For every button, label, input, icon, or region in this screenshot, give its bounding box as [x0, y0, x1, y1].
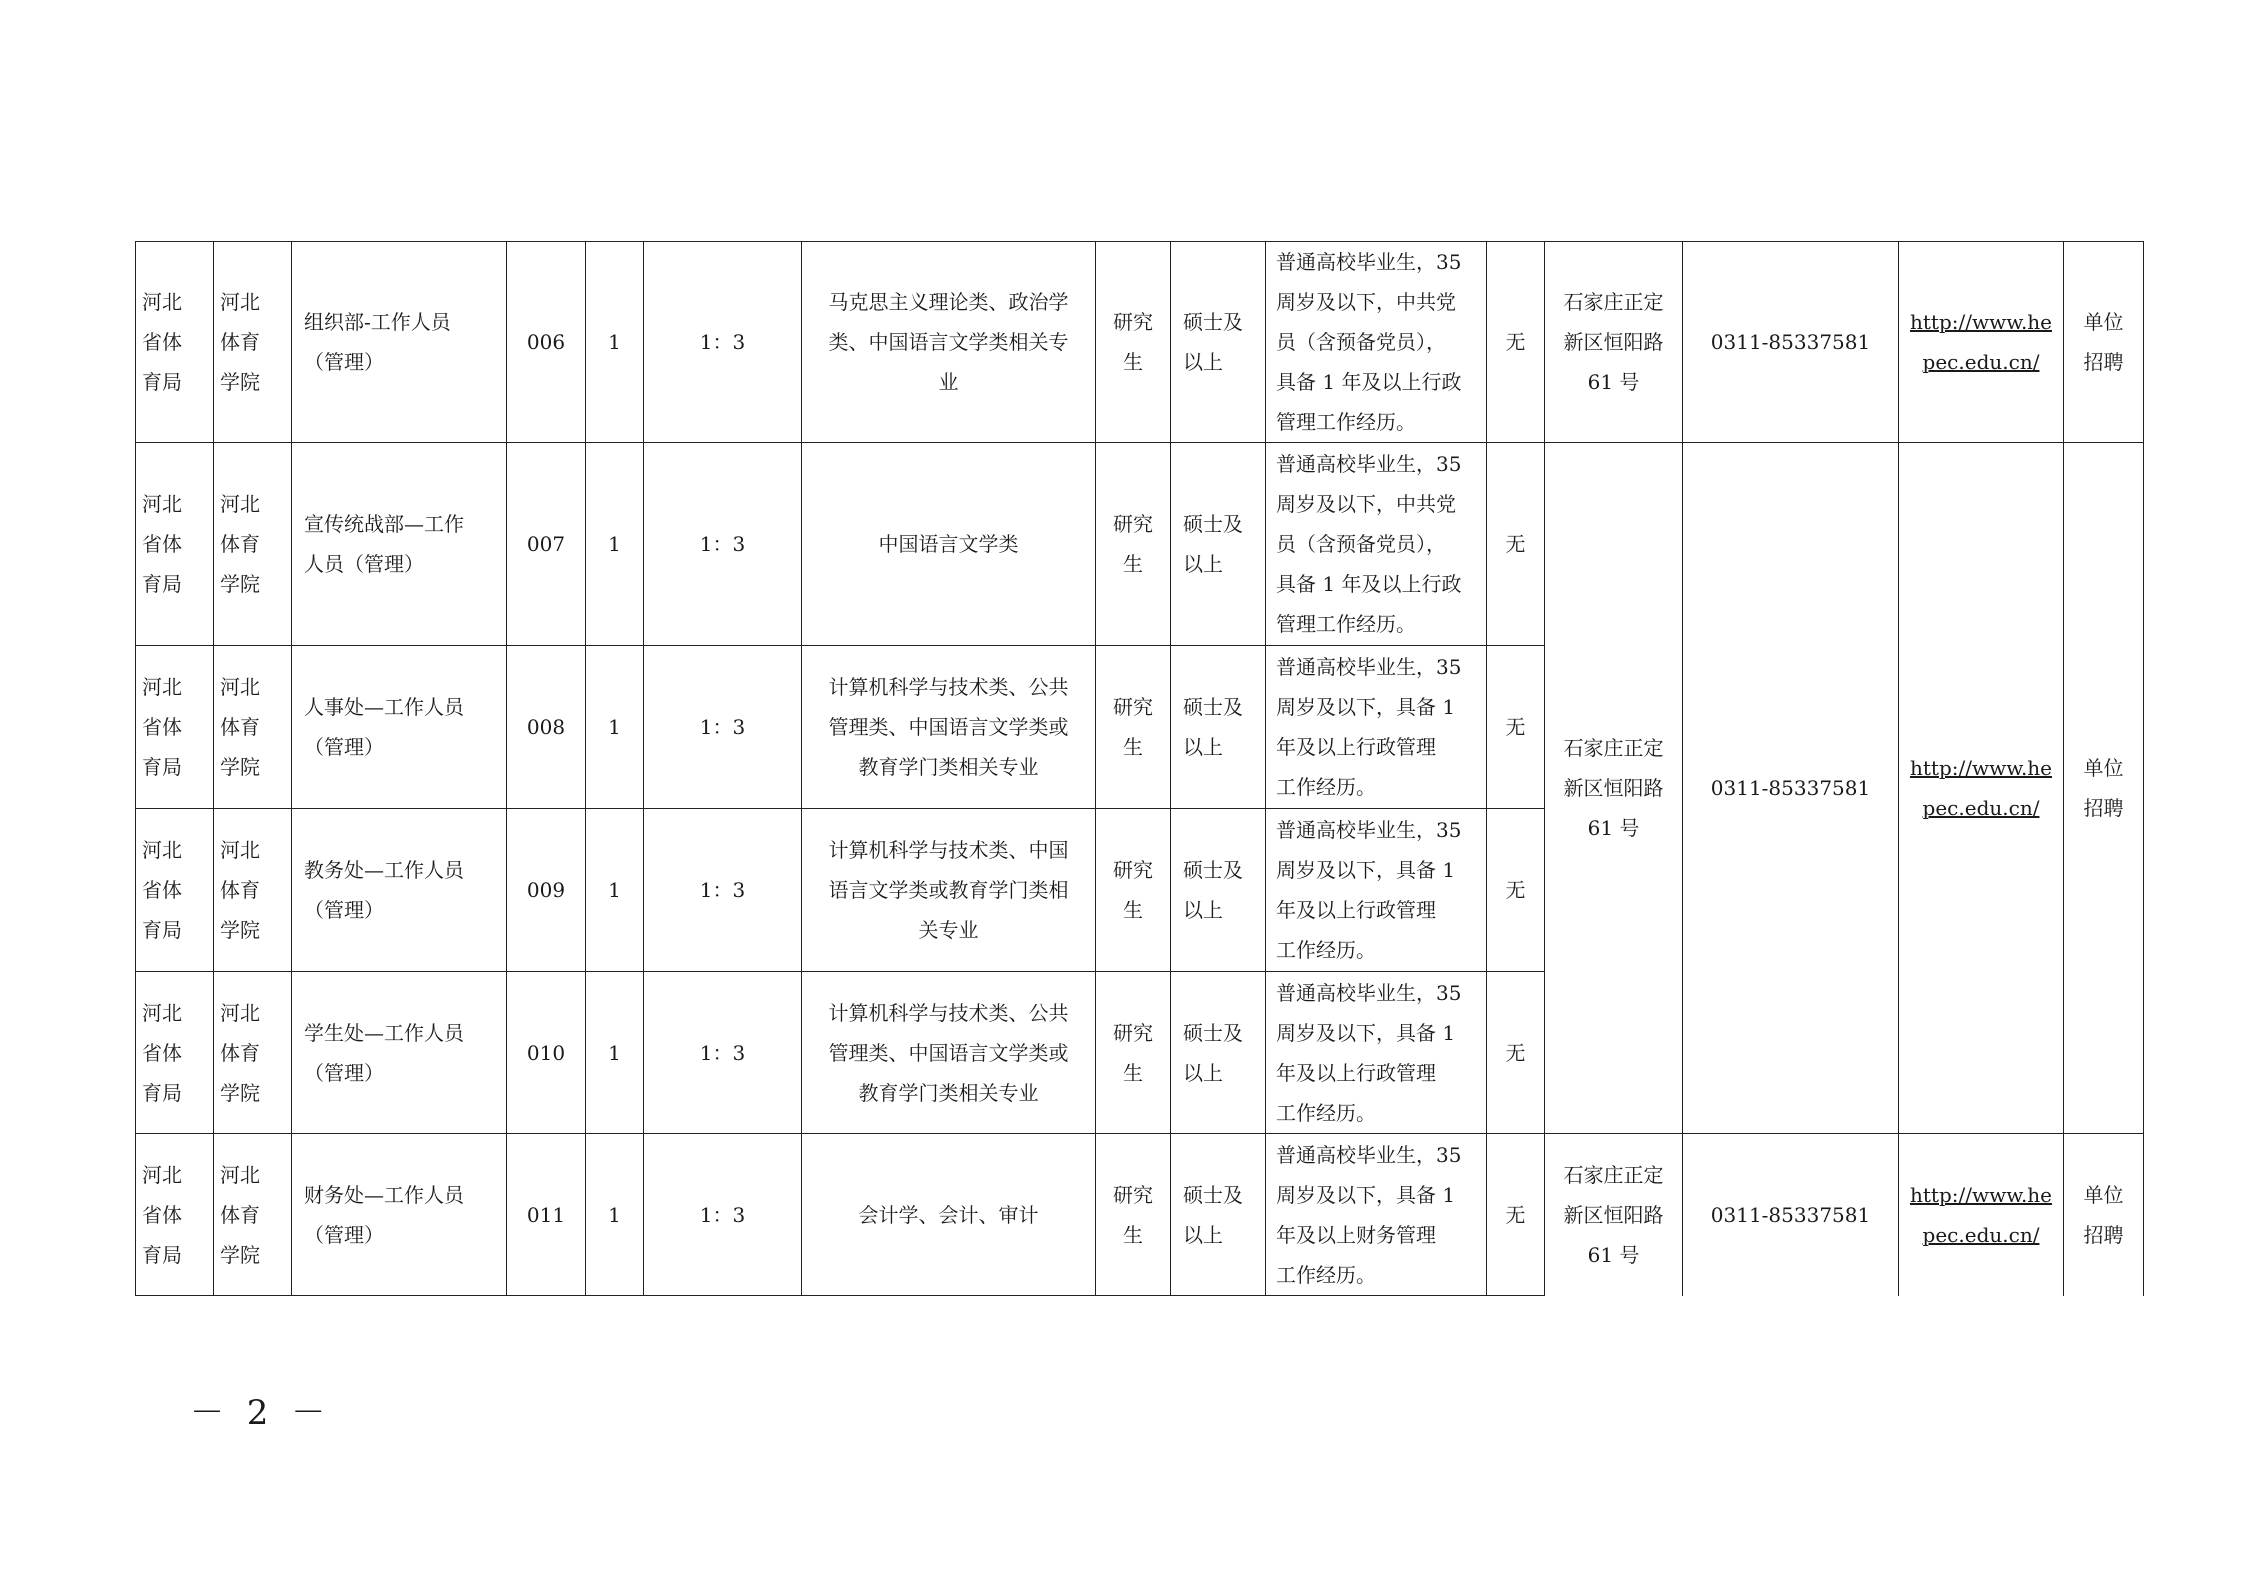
website-link[interactable]: http://www.hepec.edu.cn/: [1909, 1182, 2053, 1247]
unit-cell: 河北 体育 学院: [214, 809, 292, 972]
education-cell: 研究 生: [1096, 646, 1171, 809]
method-cell: 单位 招聘: [2064, 242, 2144, 443]
position-cell: 组织部-工作人员 （管理）: [292, 242, 507, 443]
website-cell: [1899, 443, 2064, 1134]
education-cell: 研究 生: [1096, 1134, 1171, 1296]
unit-cell: 河北 体育 学院: [214, 646, 292, 809]
education-cell: 研究 生: [1096, 242, 1171, 443]
address-cell: 石家庄正定 新区恒阳路 61 号: [1545, 1134, 1683, 1296]
unit-cell: 河北 体育 学院: [214, 443, 292, 646]
count-cell: 1: [586, 242, 644, 443]
position-cell: 学生处—工作人员 （管理）: [292, 972, 507, 1134]
unit-cell: 河北 体育 学院: [214, 242, 292, 443]
degree-cell: 硕士及 以上: [1171, 809, 1266, 972]
other-cell: 无: [1487, 443, 1545, 646]
education-cell: 研究 生: [1096, 972, 1171, 1134]
page-number: － 2 －: [190, 1393, 332, 1433]
recruitment-table: [135, 241, 2144, 1296]
ratio-cell: 1：3: [644, 242, 802, 443]
table-row: [136, 242, 2144, 443]
unit-cell: 河北 体育 学院: [214, 1134, 292, 1296]
address-cell: 石家庄正定 新区恒阳路 61 号: [1545, 242, 1683, 443]
phone-cell: 0311-85337581: [1683, 1134, 1899, 1296]
count-cell: 1: [586, 646, 644, 809]
table-row: [136, 443, 2144, 646]
education-cell: 研究 生: [1096, 443, 1171, 646]
code-cell: 011: [507, 1134, 586, 1296]
conditions-cell: 普通高校毕业生，35 周岁及以下，中共党 员（含预备党员）， 具备 1 年及以上行政 管理工作经历。: [1266, 443, 1487, 646]
education-cell: 研究 生: [1096, 809, 1171, 972]
other-cell: 无: [1487, 809, 1545, 972]
count-cell: 1: [586, 809, 644, 972]
degree-cell: 硕士及 以上: [1171, 242, 1266, 443]
dept-cell: 河北 省体 育局: [136, 972, 214, 1134]
count-cell: 1: [586, 972, 644, 1134]
conditions-cell: 普通高校毕业生，35 周岁及以下，具备 1 年及以上财务管理 工作经历。: [1266, 1134, 1487, 1296]
dept-cell: 河北 省体 育局: [136, 242, 214, 443]
degree-cell: 硕士及 以上: [1171, 443, 1266, 646]
table-row: [136, 1134, 2144, 1296]
major-cell: 计算机科学与技术类、公共 管理类、中国语言文学类或 教育学门类相关专业: [802, 972, 1096, 1134]
other-cell: 无: [1487, 646, 1545, 809]
major-cell: 马克思主义理论类、政治学 类、中国语言文学类相关专 业: [802, 242, 1096, 443]
major-cell: 中国语言文学类: [802, 443, 1096, 646]
method-cell: 单位 招聘: [2064, 1134, 2144, 1296]
ratio-cell: 1：3: [644, 809, 802, 972]
website-cell: [1899, 242, 2064, 443]
code-cell: 010: [507, 972, 586, 1134]
ratio-cell: 1：3: [644, 646, 802, 809]
major-cell: 计算机科学与技术类、公共 管理类、中国语言文学类或 教育学门类相关专业: [802, 646, 1096, 809]
count-cell: 1: [586, 443, 644, 646]
conditions-cell: 普通高校毕业生，35 周岁及以下，中共党 员（含预备党员）， 具备 1 年及以上行政 管理工作经历。: [1266, 242, 1487, 443]
code-cell: 006: [507, 242, 586, 443]
code-cell: 009: [507, 809, 586, 972]
dept-cell: 河北 省体 育局: [136, 646, 214, 809]
address-cell: 石家庄正定 新区恒阳路 61 号: [1545, 443, 1683, 1134]
degree-cell: 硕士及 以上: [1171, 646, 1266, 809]
position-cell: 财务处—工作人员 （管理）: [292, 1134, 507, 1296]
major-cell: 会计学、会计、审计: [802, 1134, 1096, 1296]
ratio-cell: 1：3: [644, 1134, 802, 1296]
dept-cell: 河北 省体 育局: [136, 443, 214, 646]
position-cell: 教务处—工作人员 （管理）: [292, 809, 507, 972]
degree-cell: 硕士及 以上: [1171, 972, 1266, 1134]
degree-cell: 硕士及 以上: [1171, 1134, 1266, 1296]
phone-cell: 0311-85337581: [1683, 242, 1899, 443]
count-cell: 1: [586, 1134, 644, 1296]
unit-cell: 河北 体育 学院: [214, 972, 292, 1134]
other-cell: 无: [1487, 972, 1545, 1134]
website-link[interactable]: http://www.hepec.edu.cn/: [1909, 310, 2053, 374]
phone-cell: 0311-85337581: [1683, 443, 1899, 1134]
conditions-cell: 普通高校毕业生，35 周岁及以下，具备 1 年及以上行政管理 工作经历。: [1266, 809, 1487, 972]
method-cell: 单位 招聘: [2064, 443, 2144, 1134]
dept-cell: 河北 省体 育局: [136, 809, 214, 972]
website-cell: [1899, 1134, 2064, 1296]
ratio-cell: 1：3: [644, 972, 802, 1134]
code-cell: 008: [507, 646, 586, 809]
website-link[interactable]: http://www.hepec.edu.cn/: [1909, 756, 2053, 820]
conditions-cell: 普通高校毕业生，35 周岁及以下，具备 1 年及以上行政管理 工作经历。: [1266, 972, 1487, 1134]
ratio-cell: 1：3: [644, 443, 802, 646]
other-cell: 无: [1487, 1134, 1545, 1296]
dept-cell: 河北 省体 育局: [136, 1134, 214, 1296]
position-cell: 人事处—工作人员 （管理）: [292, 646, 507, 809]
conditions-cell: 普通高校毕业生，35 周岁及以下，具备 1 年及以上行政管理 工作经历。: [1266, 646, 1487, 809]
code-cell: 007: [507, 443, 586, 646]
other-cell: 无: [1487, 242, 1545, 443]
major-cell: 计算机科学与技术类、中国 语言文学类或教育学门类相 关专业: [802, 809, 1096, 972]
position-cell: 宣传统战部—工作 人员（管理）: [292, 443, 507, 646]
